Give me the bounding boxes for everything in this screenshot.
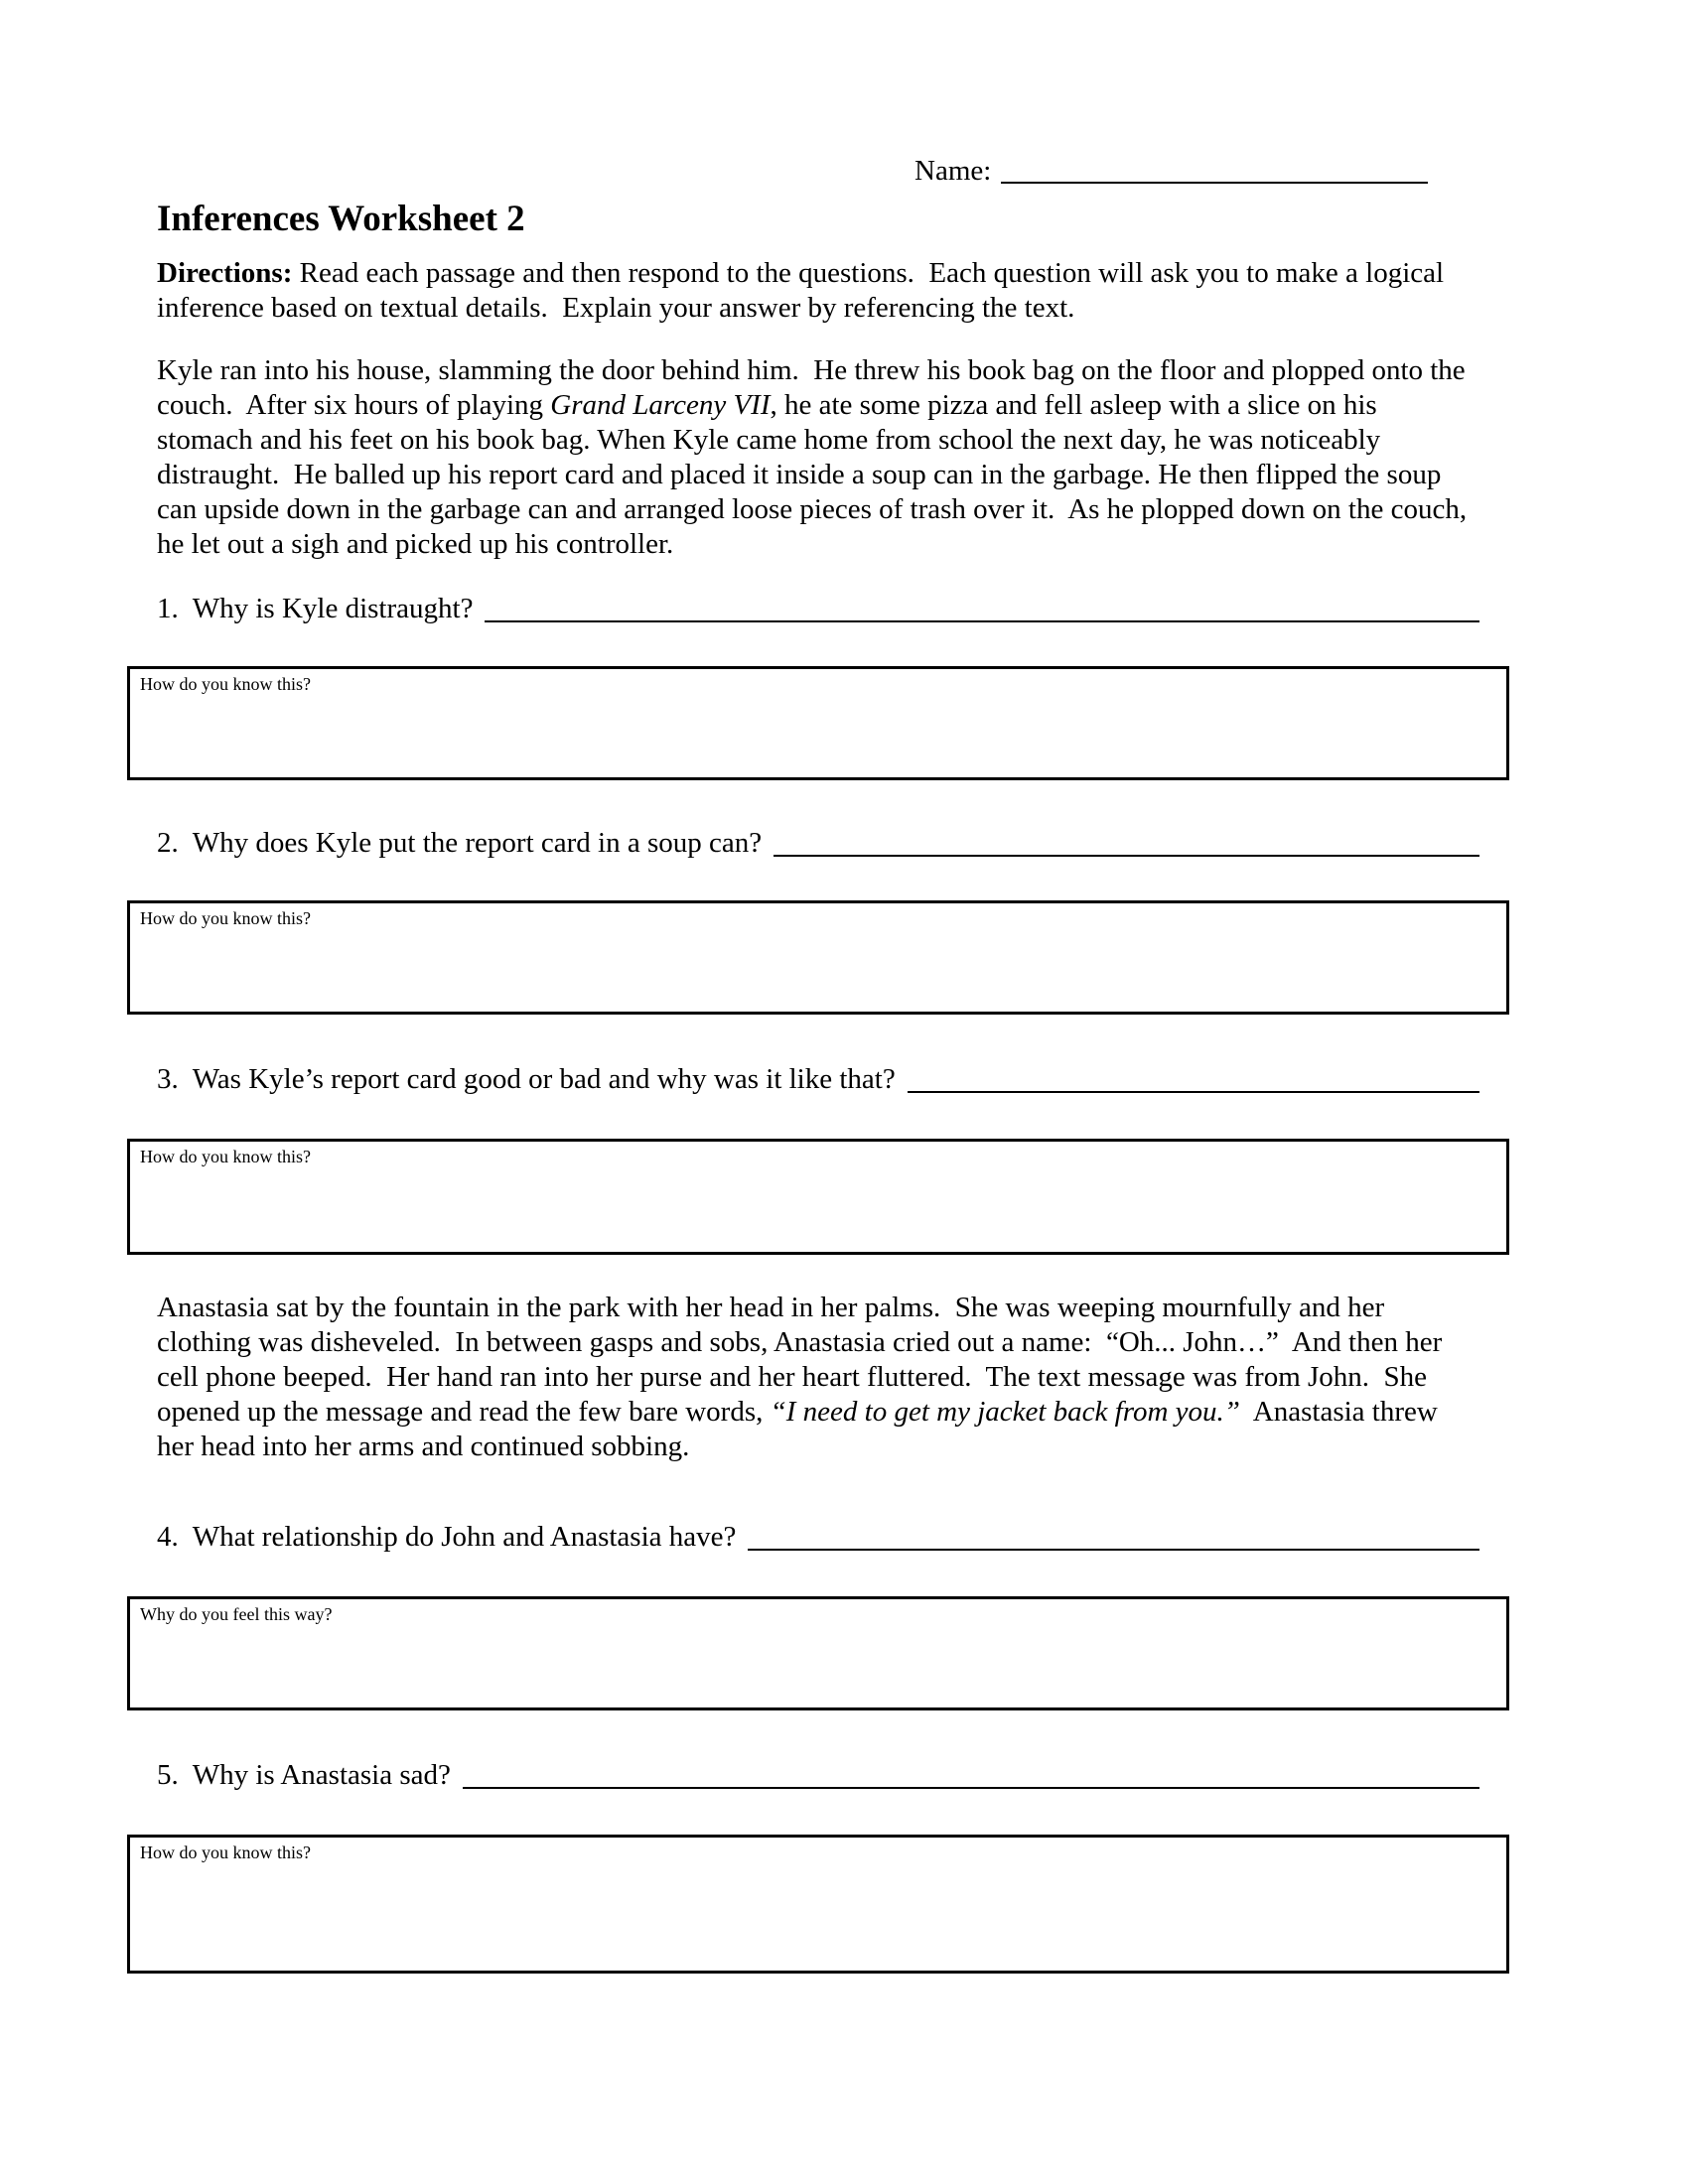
question-1-number: 1. <box>157 593 179 624</box>
name-label: Name: <box>914 155 992 187</box>
name-blank-line[interactable] <box>1001 182 1428 184</box>
question-3 <box>157 1062 1479 1097</box>
question-4-answer-line[interactable] <box>748 1549 1479 1551</box>
question-4-box-label: Why do you feel this way? <box>140 1604 333 1624</box>
question-3-answer-line[interactable] <box>908 1091 1479 1093</box>
directions <box>157 256 1479 326</box>
question-5-text: Why is Anastasia sad? <box>192 1759 451 1791</box>
question-3-answer-box[interactable] <box>127 1139 1509 1255</box>
question-1-answer-box[interactable] <box>127 666 1509 780</box>
question-5-number: 5. <box>157 1759 179 1791</box>
question-5-box-label: How do you know this? <box>140 1843 311 1862</box>
question-3-box-label: How do you know this? <box>140 1147 311 1166</box>
question-2-number: 2. <box>157 827 179 859</box>
question-3-text: Was Kyle’s report card good or bad and why was it like that? <box>192 1063 896 1095</box>
question-2-text: Why does Kyle put the report card in a soup can? <box>192 827 763 859</box>
question-5-answer-box[interactable] <box>127 1835 1509 1974</box>
question-5-answer-line[interactable] <box>463 1787 1479 1789</box>
question-2-answer-box[interactable] <box>127 900 1509 1015</box>
question-4-number: 4. <box>157 1521 179 1553</box>
question-2-box-label: How do you know this? <box>140 908 311 928</box>
directions-label: Directions: <box>157 257 293 289</box>
question-1-text: Why is Kyle distraught? <box>192 593 474 624</box>
question-4-text: What relationship do John and Anastasia have? <box>192 1521 737 1553</box>
question-1-answer-line[interactable] <box>485 620 1479 622</box>
question-1 <box>157 592 1479 626</box>
question-5 <box>157 1758 1479 1793</box>
question-1-box-label: How do you know this? <box>140 674 311 694</box>
question-4 <box>157 1520 1479 1555</box>
page-title: Inferences Worksheet 2 <box>157 199 525 239</box>
question-2-answer-line[interactable] <box>774 855 1479 857</box>
name-row <box>157 154 1428 189</box>
passage-kyle: Kyle ran into his house, slamming the door behind him. He threw his book bag on the floor and plopped onto the couch. After six hours of playing Grand Larceny VII, he ate some pizza and fell asleep with a slice on his stomach and his feet on his book bag. When Kyle came home from school the next day, he was noticeably distraught. He balled up his report card and placed it inside a soup can in the garbage. He then flipped the soup can upside down in the garbage can and arranged loose pieces of trash over it. As he plopped down on the couch, he let out a sigh and picked up his controller. <box>157 354 1475 560</box>
question-4-answer-box[interactable] <box>127 1596 1509 1710</box>
question-2 <box>157 826 1479 861</box>
directions-text: Read each passage and then respond to the questions. Each question will ask you to make a logical inference based on textual details. Explain your answer by referencing the text. <box>157 257 1452 324</box>
question-3-number: 3. <box>157 1063 179 1095</box>
passage-anastasia: Anastasia sat by the fountain in the park with her head in her palms. She was weeping mournfully and her clothing was disheveled. In between gasps and sobs, Anastasia cried out a name: “Oh... John…” And then her cell phone beeped. Her hand ran into her purse and her heart fluttered. The text message was from John. She opened up the message and read the few bare words, “I need to get my jacket back from you.” Anastasia threw her head into her arms and continued sobbing. <box>157 1292 1450 1462</box>
